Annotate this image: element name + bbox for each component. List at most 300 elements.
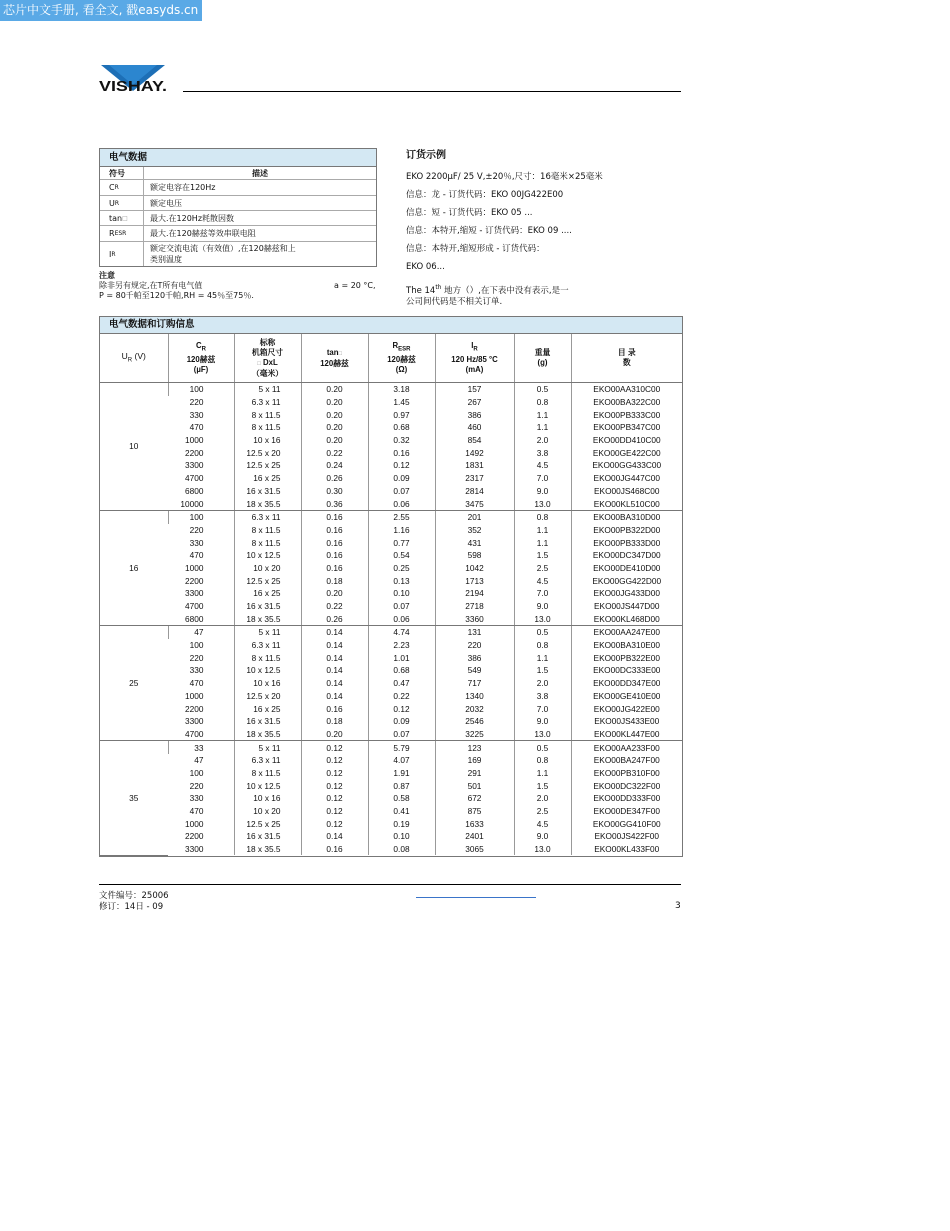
cell-capacitance: 1000 [185, 690, 204, 701]
cell-case-size: 12.5 x 20 [234, 690, 301, 703]
cell-case-size: 8 x 11.5 [234, 651, 301, 664]
cell-case-size: 12.5 x 25 [234, 574, 301, 587]
cell-case-size: 18 x 35.5 [234, 843, 301, 856]
cell-catalog-number: EKO00JS422F00 [571, 830, 682, 843]
cell-weight: 1.1 [514, 767, 571, 780]
cell-ripple-current: 672 [435, 792, 514, 805]
cell-ripple-current: 1340 [435, 690, 514, 703]
cell-case-size: 16 x 31.5 [234, 485, 301, 498]
symbol-sub: R [114, 199, 120, 207]
col-header-ir: $I_R$ 120 Hz/85 °C (mA) [435, 334, 514, 383]
cell-capacitance: 3300 [185, 844, 204, 855]
notes-line1: 除非另有规定,在T所有电气值 [99, 281, 203, 290]
electrical-data-header [100, 167, 376, 180]
electrical-data-row [100, 242, 376, 266]
cell-esr: 0.87 [368, 779, 435, 792]
table-row [100, 651, 682, 664]
cell-case-size: 16 x 25 [234, 587, 301, 600]
cell-capacitance: 470 [189, 678, 204, 689]
cell-esr: 0.97 [368, 408, 435, 421]
cell-tan-delta: 0.20 [301, 587, 368, 600]
table-row [100, 485, 682, 498]
cell-ripple-current: 717 [435, 677, 514, 690]
cell-case-size: 10 x 12.5 [234, 549, 301, 562]
cell-case-size: 10 x 12.5 [234, 664, 301, 677]
cell-ripple-current: 2194 [435, 587, 514, 600]
ordering-data-grid [100, 334, 682, 856]
col-header-catalog: 目 录 数 [571, 334, 682, 383]
cell-ripple-current: 549 [435, 664, 514, 677]
cell-catalog-number: EKO00AA247E00 [571, 626, 682, 639]
ordering-info-table [99, 316, 683, 857]
cell-ripple-current: 2032 [435, 702, 514, 715]
cell-catalog-number: EKO00KL433F00 [571, 843, 682, 856]
cell-esr: 4.07 [368, 754, 435, 767]
table-row [100, 805, 682, 818]
cell-ripple-current: 2546 [435, 715, 514, 728]
cell-weight: 1.1 [514, 651, 571, 664]
cell-esr: 0.06 [368, 612, 435, 625]
cell-weight: 0.5 [514, 383, 571, 396]
banner-link[interactable]: 芯片中文手册, 看全文, 戳easyds.cn [0, 0, 202, 21]
cell-catalog-number: EKO00BA247F00 [571, 754, 682, 767]
cell-tan-delta: 0.16 [301, 562, 368, 575]
cell-case-size: 6.3 x 11 [234, 510, 301, 523]
table-row [100, 574, 682, 587]
cell-case-size: 10 x 16 [234, 677, 301, 690]
cell-tan-delta: 0.16 [301, 510, 368, 523]
cell-tan-delta: 0.12 [301, 741, 368, 754]
cell-weight: 0.8 [514, 754, 571, 767]
cell-capacitance: 1000 [185, 562, 204, 573]
cell-capacitance: 100 [189, 767, 204, 778]
cell-ripple-current: 1633 [435, 817, 514, 830]
order-line: EKO 06... [406, 262, 445, 272]
cell-catalog-number: EKO00KL510C00 [571, 497, 682, 510]
cell-catalog-number: EKO00PB333D00 [571, 536, 682, 549]
cell-catalog-number: EKO00JG433D00 [571, 587, 682, 600]
cell-capacitance: 220 [189, 397, 204, 408]
cell-case-size: 6.3 x 11 [234, 639, 301, 652]
cell-ripple-current: 1713 [435, 574, 514, 587]
cell-weight: 7.0 [514, 587, 571, 600]
revision: 修订：14日 - 09 [99, 901, 164, 912]
cell-case-size: 16 x 25 [234, 472, 301, 485]
cell-tan-delta: 0.16 [301, 536, 368, 549]
cell-case-size: 18 x 35.5 [234, 497, 301, 510]
cell-esr: 5.79 [368, 741, 435, 754]
cell-catalog-number: EKO00PB333C00 [571, 408, 682, 421]
cell-weight: 1.1 [514, 408, 571, 421]
cell-catalog-number: EKO00GG433C00 [571, 459, 682, 472]
cell-tan-delta: 0.22 [301, 446, 368, 459]
cell-weight: 9.0 [514, 600, 571, 613]
cell-case-size: 10 x 12.5 [234, 779, 301, 792]
cell-ripple-current: 157 [435, 383, 514, 396]
cell-weight: 4.5 [514, 817, 571, 830]
electrical-data-row [100, 180, 376, 196]
table-row [100, 587, 682, 600]
col-header-case-size: 标称 机箱尺寸 □ DxL （毫米） [234, 334, 301, 383]
cell-esr: 1.01 [368, 651, 435, 664]
cell-tan-delta: 0.16 [301, 549, 368, 562]
cell-esr: 2.23 [368, 639, 435, 652]
cell-ripple-current: 501 [435, 779, 514, 792]
cell-esr: 0.12 [368, 702, 435, 715]
cell-capacitance: 1000 [185, 818, 204, 829]
symbol: R [109, 229, 115, 238]
order-line: 信息：本特开,缩短形成 - 订货代码： [406, 244, 545, 254]
document-number: 文件编号：25006 [99, 891, 169, 901]
cell-case-size: 5 x 11 [234, 626, 301, 639]
cell-case-size: 6.3 x 11 [234, 396, 301, 409]
order-line: 信息：龙 - 订货代码：EKO 00JG422E00 [406, 190, 564, 200]
description: 额定交流电流（有效值）,在120赫兹和上 [150, 244, 296, 253]
electrical-data-row [100, 211, 376, 226]
cell-tan-delta: 0.16 [301, 702, 368, 715]
cell-ripple-current: 352 [435, 524, 514, 537]
table-row [100, 396, 682, 409]
cell-weight: 0.8 [514, 510, 571, 523]
table-row [100, 383, 682, 396]
cell-tan-delta: 0.12 [301, 767, 368, 780]
cell-esr: 0.54 [368, 549, 435, 562]
cell-case-size: 10 x 16 [234, 792, 301, 805]
cell-capacitance: 10000 [168, 497, 234, 510]
table-row [100, 562, 682, 575]
cell-catalog-number: EKO00JG447C00 [571, 472, 682, 485]
ordering-example-title: 订货示例 [406, 150, 446, 161]
cell-case-size: 8 x 11.5 [234, 767, 301, 780]
footer-info [99, 891, 169, 912]
cell-capacitance: 6800 [168, 612, 234, 625]
cell-tan-delta: 0.12 [301, 754, 368, 767]
cell-capacitance: 470 [189, 422, 204, 433]
vishay-logo [99, 64, 169, 124]
cell-ripple-current: 1492 [435, 446, 514, 459]
table-row [100, 421, 682, 434]
cell-capacitance: 220 [189, 780, 204, 791]
cell-ripple-current: 3065 [435, 843, 514, 856]
cell-case-size: 12.5 x 20 [234, 446, 301, 459]
delta-glyph-icon: □ [122, 214, 128, 222]
table-row [100, 664, 682, 677]
cell-ripple-current: 2718 [435, 600, 514, 613]
cell-weight: 13.0 [514, 728, 571, 741]
cell-esr: 0.06 [368, 497, 435, 510]
table-row [100, 639, 682, 652]
notes-title: 注意 [99, 271, 115, 280]
cell-weight: 7.0 [514, 472, 571, 485]
cell-esr: 0.58 [368, 792, 435, 805]
cell-catalog-number: EKO00JS468C00 [571, 485, 682, 498]
cell-tan-delta: 0.20 [301, 383, 368, 396]
table-header-row [100, 334, 682, 383]
cell-tan-delta: 0.14 [301, 626, 368, 639]
cell-catalog-number: EKO00DD347E00 [571, 677, 682, 690]
cell-weight: 0.5 [514, 626, 571, 639]
cell-catalog-number: EKO00PB310F00 [571, 767, 682, 780]
cell-case-size: 16 x 31.5 [234, 600, 301, 613]
cell-esr: 0.47 [368, 677, 435, 690]
cell-weight: 3.8 [514, 690, 571, 703]
cell-ripple-current: 291 [435, 767, 514, 780]
cell-weight: 13.0 [514, 612, 571, 625]
cell-catalog-number: EKO00DE347F00 [571, 805, 682, 818]
table-row [100, 434, 682, 447]
cell-ripple-current: 386 [435, 651, 514, 664]
cell-capacitance: 3300 [185, 460, 204, 471]
cell-esr: 0.68 [368, 664, 435, 677]
cell-esr: 0.09 [368, 715, 435, 728]
cell-capacitance: 4700 [185, 601, 204, 612]
cell-case-size: 18 x 35.5 [234, 728, 301, 741]
cell-tan-delta: 0.14 [301, 690, 368, 703]
cell-ripple-current: 267 [435, 396, 514, 409]
cell-ripple-current: 1831 [435, 459, 514, 472]
col-header-cr: $C_R$ 120赫兹 (µF) [168, 334, 234, 383]
cell-weight: 9.0 [514, 830, 571, 843]
cell-catalog-number: EKO00KL447E00 [571, 728, 682, 741]
electrical-data-table [99, 148, 377, 267]
cell-weight: 2.5 [514, 805, 571, 818]
header-rule [183, 91, 681, 92]
cell-tan-delta: 0.26 [301, 612, 368, 625]
cell-case-size: 18 x 35.5 [234, 612, 301, 625]
cell-rated-voltage: 16 [100, 510, 168, 625]
table-row [100, 830, 682, 843]
table-row [100, 754, 682, 767]
col-header-resr: $R_{ESR}$ 120赫兹 (Ω) [368, 334, 435, 383]
cell-tan-delta: 0.36 [301, 497, 368, 510]
table-row [100, 677, 682, 690]
cell-capacitance: 470 [189, 550, 204, 561]
cell-ripple-current: 3225 [435, 728, 514, 741]
cell-tan-delta: 0.14 [301, 677, 368, 690]
cell-esr: 0.22 [368, 690, 435, 703]
cell-capacitance: 470 [189, 806, 204, 817]
cell-case-size: 5 x 11 [234, 741, 301, 754]
electrical-data-row [100, 226, 376, 242]
cell-capacitance: 6800 [185, 485, 204, 496]
cell-capacitance: 220 [189, 524, 204, 535]
table-row [100, 728, 682, 741]
cell-tan-delta: 0.14 [301, 639, 368, 652]
table-row [100, 549, 682, 562]
cell-esr: 0.07 [368, 485, 435, 498]
cell-case-size: 8 x 11.5 [234, 421, 301, 434]
symbol: tan [109, 213, 123, 223]
cell-ripple-current: 3360 [435, 612, 514, 625]
cell-esr: 0.77 [368, 536, 435, 549]
cell-catalog-number: EKO00GG422D00 [571, 574, 682, 587]
cell-esr: 0.08 [368, 843, 435, 856]
cell-capacitance: 330 [189, 793, 204, 804]
cell-esr: 0.09 [368, 472, 435, 485]
description-cont: 类别温度 [150, 255, 182, 264]
cell-esr: 0.68 [368, 421, 435, 434]
order-line: EKO 2200µF/ 25 V,±20％,尺寸：16毫米×25毫米 [406, 172, 603, 182]
ordering-example [406, 146, 686, 308]
cell-weight: 1.5 [514, 664, 571, 677]
cell-capacitance: 220 [189, 652, 204, 663]
cell-case-size: 16 x 25 [234, 702, 301, 715]
cell-rated-voltage: 10 [100, 383, 168, 511]
cell-weight: 2.0 [514, 434, 571, 447]
cell-tan-delta: 0.14 [301, 651, 368, 664]
cell-capacitance: 3300 [185, 588, 204, 599]
cell-ripple-current: 1042 [435, 562, 514, 575]
cell-ripple-current: 2317 [435, 472, 514, 485]
cell-esr: 3.18 [368, 383, 435, 396]
cell-catalog-number: EKO00DC347D00 [571, 549, 682, 562]
cell-capacitance: 4700 [185, 473, 204, 484]
cell-catalog-number: EKO00DE410D00 [571, 562, 682, 575]
symbol: C [109, 183, 115, 192]
table-row [100, 779, 682, 792]
cell-weight: 0.5 [514, 741, 571, 754]
cell-tan-delta: 0.12 [301, 792, 368, 805]
cell-catalog-number: EKO00BA310D00 [571, 510, 682, 523]
cell-tan-delta: 0.26 [301, 472, 368, 485]
cell-tan-delta: 0.30 [301, 485, 368, 498]
cell-ripple-current: 220 [435, 639, 514, 652]
cell-ripple-current: 123 [435, 741, 514, 754]
cell-capacitance: 47 [168, 626, 234, 639]
cell-ripple-current: 201 [435, 510, 514, 523]
cell-esr: 0.19 [368, 817, 435, 830]
cell-catalog-number: EKO00DC322F00 [571, 779, 682, 792]
cell-capacitance: 330 [189, 409, 204, 420]
cell-catalog-number: EKO00PB347C00 [571, 421, 682, 434]
table-row [100, 600, 682, 613]
cell-weight: 1.5 [514, 549, 571, 562]
cell-case-size: 8 x 11.5 [234, 408, 301, 421]
table-row [100, 690, 682, 703]
cell-weight: 3.8 [514, 446, 571, 459]
cell-catalog-number: EKO00DD410C00 [571, 434, 682, 447]
cell-esr: 0.12 [368, 459, 435, 472]
cell-tan-delta: 0.16 [301, 843, 368, 856]
table-row [100, 702, 682, 715]
table-row [100, 843, 682, 856]
cell-capacitance: 4700 [168, 728, 234, 741]
cell-tan-delta: 0.20 [301, 408, 368, 421]
table-row [100, 446, 682, 459]
description: 额定电容在120Hz [150, 183, 216, 192]
cell-tan-delta: 0.14 [301, 830, 368, 843]
cell-esr: 0.07 [368, 728, 435, 741]
cell-case-size: 8 x 11.5 [234, 536, 301, 549]
cell-catalog-number: EKO00BA310E00 [571, 639, 682, 652]
cell-weight: 0.8 [514, 639, 571, 652]
notes-line2: P = 80千帕至120千帕,RH = 45％至75％. [99, 291, 254, 300]
table-row [100, 510, 682, 523]
cell-catalog-number: EKO00BA322C00 [571, 396, 682, 409]
order-line: 信息：本特开,缩短 - 订货代码：EKO 09 .... [406, 226, 572, 236]
cell-weight: 2.5 [514, 562, 571, 575]
cell-capacitance: 2200 [185, 575, 204, 586]
cell-tan-delta: 0.24 [301, 459, 368, 472]
cell-tan-delta: 0.12 [301, 805, 368, 818]
cell-weight: 9.0 [514, 485, 571, 498]
cell-ripple-current: 875 [435, 805, 514, 818]
cell-case-size: 10 x 16 [234, 434, 301, 447]
cell-esr: 2.55 [368, 510, 435, 523]
electrical-data-row [100, 196, 376, 211]
cell-weight: 2.0 [514, 677, 571, 690]
cell-catalog-number: EKO00PB322E00 [571, 651, 682, 664]
table-row [100, 792, 682, 805]
cell-weight: 1.5 [514, 779, 571, 792]
description-header: 描述 [252, 168, 268, 178]
cell-ripple-current: 169 [435, 754, 514, 767]
col-header-tan: tan□ 120赫兹 [301, 334, 368, 383]
cell-tan-delta: 0.18 [301, 574, 368, 587]
cell-weight: 1.1 [514, 536, 571, 549]
cell-ripple-current: 386 [435, 408, 514, 421]
cell-esr: 0.10 [368, 830, 435, 843]
cell-capacitance: 100 [168, 383, 234, 396]
cell-case-size: 12.5 x 25 [234, 459, 301, 472]
table-row [100, 459, 682, 472]
order-line: 信息：短 - 订货代码：EKO 05 ... [406, 208, 533, 218]
cell-weight: 0.8 [514, 396, 571, 409]
notes-temp: a = 20 °C, [334, 281, 376, 290]
cell-weight: 13.0 [514, 497, 571, 510]
table-row [100, 472, 682, 485]
cell-ripple-current: 3475 [435, 497, 514, 510]
cell-esr: 0.07 [368, 600, 435, 613]
footer-link[interactable] [416, 897, 536, 898]
symbol-sub: R [111, 250, 116, 258]
cell-weight: 1.1 [514, 524, 571, 537]
cell-tan-delta: 0.20 [301, 396, 368, 409]
table-row [100, 767, 682, 780]
cell-weight: 4.5 [514, 459, 571, 472]
footer-rule [99, 884, 681, 885]
table-row [100, 817, 682, 830]
cell-rated-voltage: 25 [100, 626, 168, 741]
cell-tan-delta: 0.20 [301, 421, 368, 434]
cell-weight: 2.0 [514, 792, 571, 805]
cell-esr: 0.25 [368, 562, 435, 575]
cell-capacitance: 2200 [185, 703, 204, 714]
cell-catalog-number: EKO00GE410E00 [571, 690, 682, 703]
cell-tan-delta: 0.12 [301, 779, 368, 792]
cell-weight: 1.1 [514, 421, 571, 434]
cell-capacitance: 33 [168, 741, 234, 754]
cell-catalog-number: EKO00GE422C00 [571, 446, 682, 459]
cell-capacitance: 100 [189, 640, 204, 651]
cell-case-size: 5 x 11 [234, 383, 301, 396]
cell-catalog-number: EKO00AA233F00 [571, 741, 682, 754]
table-row [100, 741, 682, 754]
cell-catalog-number: EKO00AA310C00 [571, 383, 682, 396]
col-header-ur: $U_R$ (V) [100, 334, 168, 383]
table-row [100, 536, 682, 549]
cell-esr: 0.16 [368, 446, 435, 459]
cell-case-size: 12.5 x 25 [234, 817, 301, 830]
cell-capacitance: 330 [189, 537, 204, 548]
table-row [100, 408, 682, 421]
symbol-header: 符号 [100, 167, 144, 179]
symbol-sub: ESR [114, 230, 127, 237]
cell-tan-delta: 0.22 [301, 600, 368, 613]
cell-catalog-number: EKO00DC333E00 [571, 664, 682, 677]
table-row [100, 626, 682, 639]
cell-case-size: 10 x 20 [234, 805, 301, 818]
